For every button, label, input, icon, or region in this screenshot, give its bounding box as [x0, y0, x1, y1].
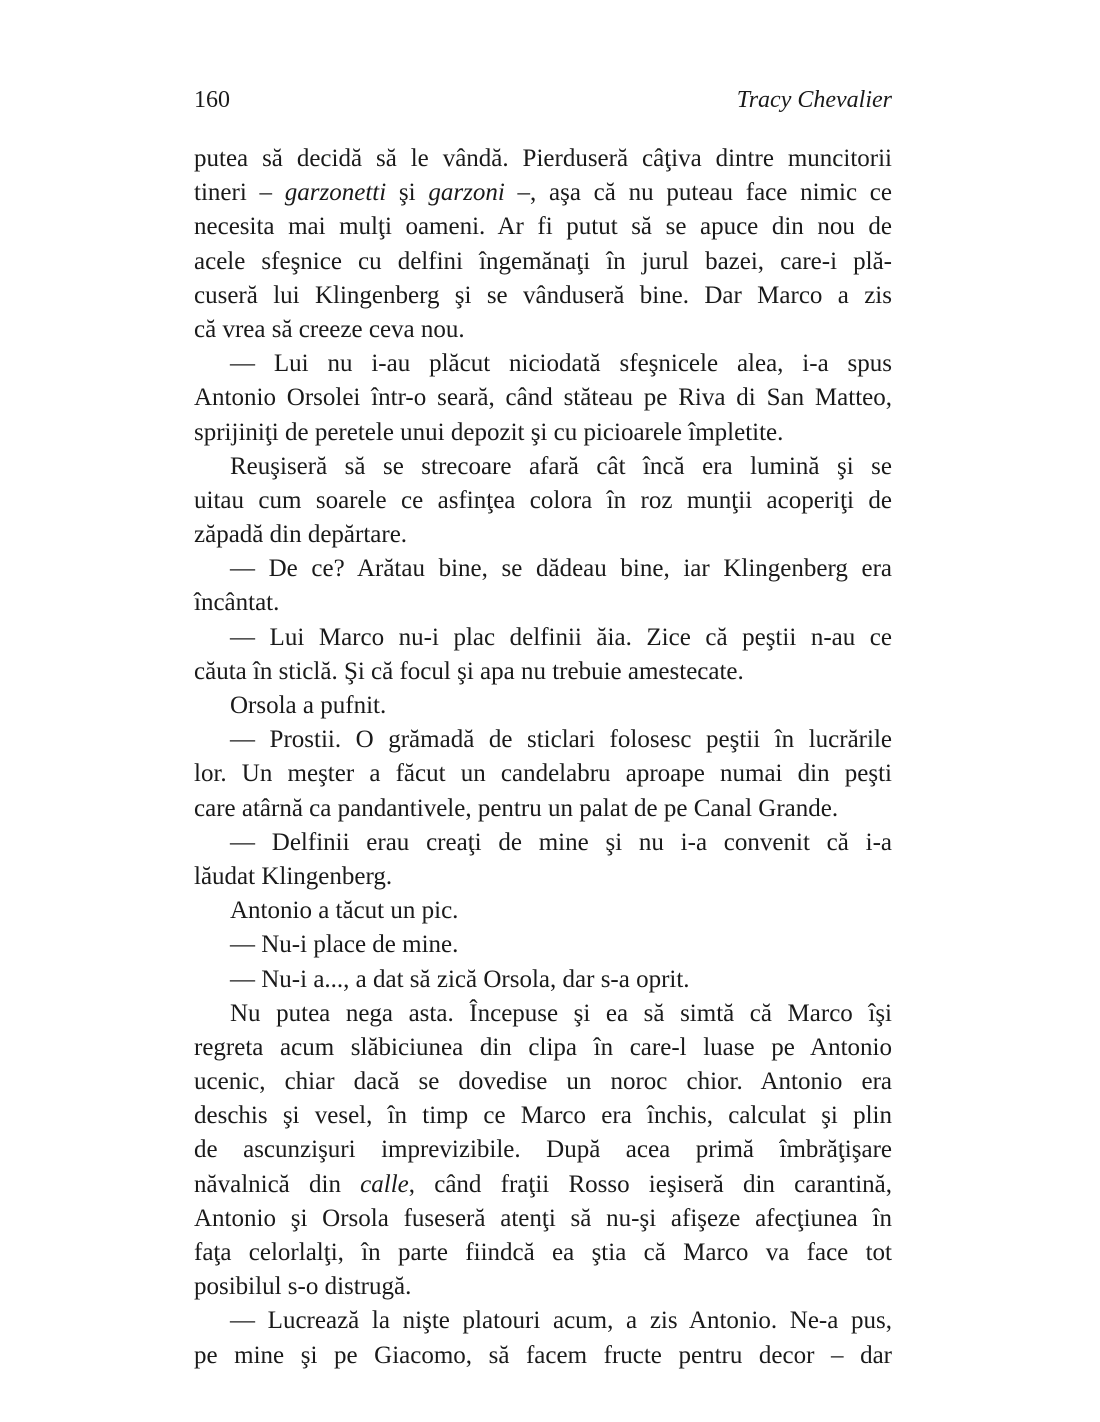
text-line: Nu putea nega asta. Începuse şi ea să simtă că Marco îşi [230, 999, 892, 1027]
italic-term: garzoni [428, 179, 505, 207]
text-line: posibilul s-o distrugă. [194, 1273, 412, 1301]
text-line: — Delfinii erau creaţi de mine şi nu i-a convenit că i-a [230, 828, 892, 856]
text-line: lor. Un meşter a făcut un candelabru aproape numai din peşti [194, 760, 892, 788]
text-line: Orsola a pufnit. [230, 692, 387, 719]
running-head-author: Tracy Chevalier [736, 87, 892, 113]
text-line: că vrea să creeze ceva nou. [194, 315, 465, 343]
text-line: — Prostii. O grămadă de sticlari folosesc peştii în lucrările [230, 726, 892, 754]
text-line: ucenic, chiar dacă se dovedise un noroc chior. Antonio era [194, 1068, 892, 1096]
text-line: care atârnă ca pandantivele, pentru un palat de pe Canal Grande. [194, 794, 839, 822]
text-line: uitau cum soarele ce asfinţea colora în roz munţii acoperiţi de [194, 486, 892, 514]
text-line: regreta acum slăbiciunea din clipa în care-l luase pe Antonio [194, 1033, 892, 1061]
text-line: încântat. [194, 589, 280, 617]
text-line: — Lui nu i-au plăcut niciodată sfeşnicele alea, i-a spus [230, 350, 892, 378]
text-line: lăudat Klingenberg. [194, 862, 393, 890]
text-line: Antonio a tăcut un pic. [230, 897, 459, 925]
text-line: deschis şi vesel, în timp ce Marco era închis, calculat şi plin [194, 1102, 892, 1130]
text-line: — Lucrează la nişte platouri acum, a zis Antonio. Ne-a pus, [230, 1307, 892, 1335]
text-line: sprijiniţi de peretele unui depozit şi cu picioarele împletite. [194, 418, 784, 446]
text-line: zăpadă din depărtare. [194, 521, 408, 549]
text-line: căuta în sticlă. Şi că focul şi apa nu trebuie amestecate. [194, 657, 744, 685]
page-number: 160 [194, 87, 230, 113]
page-header [194, 82, 892, 118]
text-line: — Lui Marco nu-i plac delfinii ăia. Zice că peştii n-au ce [230, 623, 892, 651]
text-line: — Nu-i place de mine. [230, 931, 459, 959]
body-text [194, 142, 892, 1373]
text-line: pe mine şi pe Giacomo, să facem fructe pentru decor – dar [194, 1341, 892, 1369]
text-line: năvalnică din calle, când fraţii Rosso ieşiseră din carantină, [194, 1170, 892, 1198]
text-line: Antonio şi Orsola fuseseră atenţi să nu-şi afişeze afecţiunea în [194, 1204, 892, 1232]
text-line: putea să decidă să le vândă. Pierduseră câţiva dintre muncitorii [194, 145, 892, 172]
text-line: de ascunzişuri imprevizibile. După acea primă îmbrăţişare [194, 1136, 892, 1164]
text-line: Reuşiseră să se strecoare afară cât încă era lumină şi se [230, 452, 892, 480]
text-line: — De ce? Arătau bine, se dădeau bine, iar Klingenberg era [230, 555, 892, 583]
text-line: — Nu-i a..., a dat să zică Orsola, dar s-a oprit. [230, 965, 690, 993]
text-line: acele sfeşnice cu delfini îngemănaţi în jurul bazei, care-i plă- [194, 247, 892, 275]
italic-term: garzonetti [284, 179, 387, 207]
text-line: cuseră lui Klingenberg şi se vânduseră bine. Dar Marco a zis [194, 281, 892, 309]
text-line: Antonio Orsolei într-o seară, când stăteau pe Riva di San Matteo, [194, 384, 892, 412]
text-line: tineri – garzonetti şi garzoni –, aşa că nu puteau face nimic ce [194, 179, 892, 207]
text-line: faţa celorlalţi, în parte fiindcă ea ştia că Marco va face tot [194, 1239, 892, 1266]
italic-term: calle [360, 1170, 409, 1198]
text-line: necesita mai mulţi oameni. Ar fi putut să se apuce din nou de [194, 213, 892, 241]
